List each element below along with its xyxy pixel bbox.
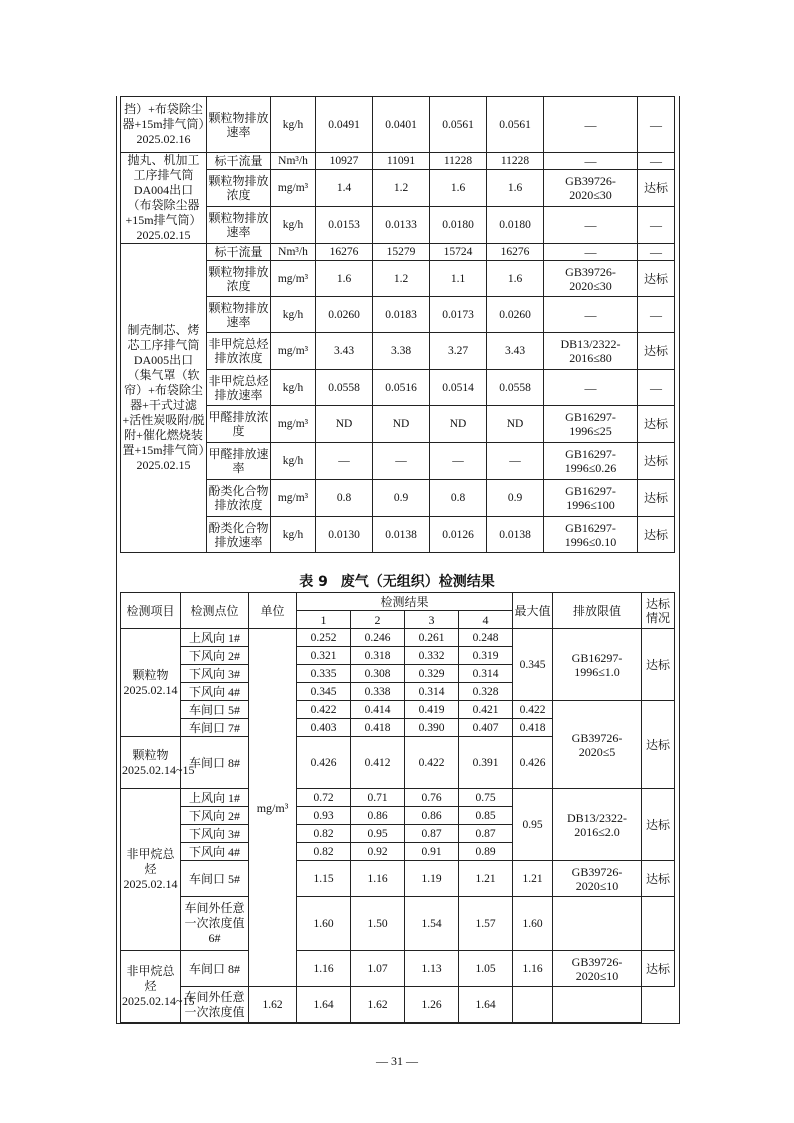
value-cell: 1.15 xyxy=(297,861,351,897)
point-cell: 车间口 8# xyxy=(181,951,249,987)
limit-cell: GB16297-1996≤0.10 xyxy=(544,517,638,553)
value-cell: 0.0260 xyxy=(316,297,373,333)
value-cell: 0.72 xyxy=(297,789,351,807)
limit-cell: GB16297-1996≤0.26 xyxy=(544,443,638,480)
page-number: — 31 — xyxy=(376,1054,418,1068)
value-cell: 0.403 xyxy=(297,719,351,737)
unit-cell: kg/h xyxy=(271,443,316,480)
limit-cell: GB39726-2020≤10 xyxy=(553,951,642,987)
limit-cell: — xyxy=(544,244,638,261)
unit-cell: mg/m³ xyxy=(271,261,316,297)
point-cell: 车间外任意一次浓度值 xyxy=(181,987,249,1023)
value-cell: 0.76 xyxy=(405,789,459,807)
value-cell: 0.92 xyxy=(351,843,405,861)
unit-cell: mg/m³ xyxy=(271,170,316,207)
value-cell: 0.0130 xyxy=(316,517,373,553)
result-cell: 达标 xyxy=(638,443,675,480)
value-cell: 16276 xyxy=(316,244,373,261)
value-cell: 0.0401 xyxy=(373,97,430,153)
value-cell: 0.0133 xyxy=(373,207,430,244)
value-cell: 0.86 xyxy=(405,807,459,825)
point-cell: 下风向 2# xyxy=(181,647,249,665)
max-cell: 0.418 xyxy=(513,719,553,737)
header-point: 检测点位 xyxy=(181,593,249,629)
point-cell: 车间口 5# xyxy=(181,861,249,897)
value-cell: 0.314 xyxy=(405,683,459,701)
value-cell: — xyxy=(430,443,487,480)
value-cell: 3.43 xyxy=(316,333,373,370)
item-cell: 颗粒物2025.02.14 xyxy=(121,629,181,737)
limit-cell: GB39726-2020≤30 xyxy=(544,261,638,297)
value-cell: 15279 xyxy=(373,244,430,261)
value-cell: 1.4 xyxy=(316,170,373,207)
limit-cell xyxy=(553,897,642,951)
result-cell: 达标 xyxy=(638,170,675,207)
result-cell: 达标 xyxy=(638,517,675,553)
result-cell: 达标 xyxy=(638,333,675,370)
unit-cell: kg/h xyxy=(271,370,316,406)
value-cell: 1.05 xyxy=(459,951,513,987)
point-cell: 下风向 2# xyxy=(181,807,249,825)
fugitive-emission-table xyxy=(120,592,675,1023)
unit-cell: mg/m³ xyxy=(271,406,316,443)
value-cell: 16276 xyxy=(487,244,544,261)
limit-cell: — xyxy=(544,207,638,244)
point-cell: 车间口 5# xyxy=(181,701,249,719)
limit-cell: GB39726-2020≤5 xyxy=(553,701,642,789)
value-cell: 0.318 xyxy=(351,647,405,665)
value-cell: ND xyxy=(373,406,430,443)
value-cell: 0.91 xyxy=(405,843,459,861)
item-cell: 颗粒物排放速率 xyxy=(207,97,271,153)
value-cell: 1.16 xyxy=(297,951,351,987)
result-cell: — xyxy=(638,153,675,170)
value-cell: 0.0491 xyxy=(316,97,373,153)
value-cell: 0.82 xyxy=(297,825,351,843)
value-cell: 1.54 xyxy=(405,897,459,951)
value-cell: 1.62 xyxy=(351,987,405,1023)
result-cell: 达标 xyxy=(638,261,675,297)
value-cell: 1.07 xyxy=(351,951,405,987)
value-cell: 1.2 xyxy=(373,170,430,207)
value-cell: 0.252 xyxy=(297,629,351,647)
point-cell: 下风向 4# xyxy=(181,683,249,701)
max-cell: 1.60 xyxy=(513,897,553,951)
limit-cell: DB13/2322-2016≤2.0 xyxy=(553,789,642,861)
limit-cell: — xyxy=(544,297,638,333)
point-cell: 下风向 4# xyxy=(181,843,249,861)
value-cell: 0.0126 xyxy=(430,517,487,553)
limit-cell: — xyxy=(544,370,638,406)
header-unit: 单位 xyxy=(249,593,297,629)
value-cell: 0.246 xyxy=(351,629,405,647)
value-cell: 3.38 xyxy=(373,333,430,370)
point-cell: 下风向 3# xyxy=(181,665,249,683)
unit-cell: kg/h xyxy=(271,97,316,153)
value-cell: 1.50 xyxy=(351,897,405,951)
value-cell: 0.321 xyxy=(297,647,351,665)
value-cell: 1.19 xyxy=(405,861,459,897)
value-cell: 0.0180 xyxy=(430,207,487,244)
result-cell: — xyxy=(638,207,675,244)
unit-cell: Nm³/h xyxy=(271,244,316,261)
max-cell: 1.16 xyxy=(513,951,553,987)
result-cell: 达标 xyxy=(642,861,675,897)
value-cell: 0.332 xyxy=(405,647,459,665)
value-cell: 3.43 xyxy=(487,333,544,370)
value-cell: 0.0516 xyxy=(373,370,430,406)
value-cell: 0.86 xyxy=(351,807,405,825)
result-cell: — xyxy=(638,244,675,261)
item-cell: 非甲烷总烃2025.02.14~15 xyxy=(121,951,181,1023)
value-cell: 0.422 xyxy=(405,737,459,789)
unit-cell: mg/m³ xyxy=(249,629,297,987)
limit-cell: — xyxy=(544,97,638,153)
header-result: 达标情况 xyxy=(642,593,675,629)
value-cell: 0.319 xyxy=(459,647,513,665)
location-cell: 制壳制芯、烤芯工序排气筒DA005出口（集气罩（软帘）+布袋除尘器+干式过滤+活性炭吸附/脱附+催化燃烧装置+15m排气筒）2025.02.15 xyxy=(121,244,207,553)
value-cell: 0.8 xyxy=(316,480,373,517)
unit-cell: Nm³/h xyxy=(271,153,316,170)
value-cell: 0.0183 xyxy=(373,297,430,333)
value-cell: 0.8 xyxy=(430,480,487,517)
value-cell: 0.335 xyxy=(297,665,351,683)
max-cell: 1.21 xyxy=(513,861,553,897)
value-cell: 0.93 xyxy=(297,807,351,825)
item-cell: 非甲烷总烃排放速率 xyxy=(207,370,271,406)
value-cell: 0.0558 xyxy=(487,370,544,406)
value-cell: 1.62 xyxy=(249,987,297,1023)
value-cell: 1.26 xyxy=(405,987,459,1023)
result-cell: 达标 xyxy=(638,406,675,443)
result-cell xyxy=(642,897,675,951)
value-cell: 1.2 xyxy=(373,261,430,297)
unit-cell: kg/h xyxy=(271,207,316,244)
value-cell: 0.421 xyxy=(459,701,513,719)
point-cell: 车间口 8# xyxy=(181,737,249,789)
max-cell: 0.426 xyxy=(513,737,553,789)
result-cell: — xyxy=(638,297,675,333)
value-cell: 10927 xyxy=(316,153,373,170)
unit-cell: mg/m³ xyxy=(271,480,316,517)
max-cell: 0.345 xyxy=(513,629,553,701)
value-cell: 1.21 xyxy=(459,861,513,897)
value-cell: 0.419 xyxy=(405,701,459,719)
value-cell: 11228 xyxy=(430,153,487,170)
value-cell: 0.0173 xyxy=(430,297,487,333)
value-cell: — xyxy=(373,443,430,480)
item-cell: 非甲烷总烃2025.02.14 xyxy=(121,789,181,951)
table-number: 表 9 xyxy=(299,574,328,590)
point-cell: 车间口 7# xyxy=(181,719,249,737)
header-max: 最大值 xyxy=(513,593,553,629)
value-cell: 0.426 xyxy=(297,737,351,789)
value-cell: 11091 xyxy=(373,153,430,170)
max-cell: 0.422 xyxy=(513,701,553,719)
item-cell: 颗粒物排放速率 xyxy=(207,297,271,333)
header-n2: 2 xyxy=(351,611,405,629)
point-cell: 下风向 3# xyxy=(181,825,249,843)
value-cell: 0.345 xyxy=(297,683,351,701)
value-cell: 0.0561 xyxy=(487,97,544,153)
value-cell: 0.308 xyxy=(351,665,405,683)
value-cell: 0.248 xyxy=(459,629,513,647)
value-cell: 0.407 xyxy=(459,719,513,737)
value-cell: 0.0153 xyxy=(316,207,373,244)
value-cell: 0.390 xyxy=(405,719,459,737)
item-cell: 颗粒物2025.02.14~15 xyxy=(121,737,181,789)
value-cell: 0.314 xyxy=(459,665,513,683)
value-cell: 1.6 xyxy=(487,261,544,297)
unit-cell: kg/h xyxy=(271,517,316,553)
value-cell: 0.391 xyxy=(459,737,513,789)
value-cell: 0.0260 xyxy=(487,297,544,333)
value-cell: 0.0561 xyxy=(430,97,487,153)
item-cell: 酚类化合物排放速率 xyxy=(207,517,271,553)
value-cell: 0.75 xyxy=(459,789,513,807)
value-cell: — xyxy=(487,443,544,480)
value-cell: 0.71 xyxy=(351,789,405,807)
value-cell: 0.418 xyxy=(351,719,405,737)
item-cell: 酚类化合物排放浓度 xyxy=(207,480,271,517)
header-n4: 4 xyxy=(459,611,513,629)
limit-cell: GB39726-2020≤10 xyxy=(553,861,642,897)
value-cell: 0.87 xyxy=(405,825,459,843)
result-cell: 达标 xyxy=(642,701,675,789)
value-cell: 0.0180 xyxy=(487,207,544,244)
value-cell: 0.414 xyxy=(351,701,405,719)
value-cell: 0.82 xyxy=(297,843,351,861)
result-cell: 达标 xyxy=(642,789,675,861)
value-cell: 11228 xyxy=(487,153,544,170)
item-cell: 标干流量 xyxy=(207,153,271,170)
header-limit: 排放限值 xyxy=(553,593,642,629)
value-cell: 0.87 xyxy=(459,825,513,843)
value-cell: ND xyxy=(316,406,373,443)
value-cell: 0.0138 xyxy=(487,517,544,553)
value-cell: 1.60 xyxy=(297,897,351,951)
value-cell: 1.64 xyxy=(297,987,351,1023)
item-cell: 颗粒物排放浓度 xyxy=(207,261,271,297)
value-cell: 0.95 xyxy=(351,825,405,843)
limit-cell: DB13/2322-2016≤80 xyxy=(544,333,638,370)
value-cell: 0.261 xyxy=(405,629,459,647)
value-cell: 1.57 xyxy=(459,897,513,951)
value-cell: 0.329 xyxy=(405,665,459,683)
result-cell: 达标 xyxy=(642,951,675,987)
value-cell: 3.27 xyxy=(430,333,487,370)
header-n1: 1 xyxy=(297,611,351,629)
value-cell: 1.13 xyxy=(405,951,459,987)
item-cell: 甲醛排放速率 xyxy=(207,443,271,480)
point-cell: 上风向 1# xyxy=(181,629,249,647)
point-cell: 车间外任意一次浓度值 6# xyxy=(181,897,249,951)
limit-cell: — xyxy=(544,153,638,170)
value-cell: 0.85 xyxy=(459,807,513,825)
result-cell: 达标 xyxy=(642,629,675,701)
header-item: 检测项目 xyxy=(121,593,181,629)
table-title: 废气（无组织）检测结果 xyxy=(340,574,495,590)
item-cell: 标干流量 xyxy=(207,244,271,261)
value-cell: 1.16 xyxy=(351,861,405,897)
limit-cell: GB16297-1996≤1.0 xyxy=(553,629,642,701)
value-cell: 0.89 xyxy=(459,843,513,861)
value-cell: 15724 xyxy=(430,244,487,261)
result-cell xyxy=(553,987,642,1023)
max-cell: 1.64 xyxy=(459,987,513,1023)
emission-table-continued xyxy=(120,96,675,553)
value-cell: 1.1 xyxy=(430,261,487,297)
location-cell: 抛丸、机加工工序排气筒DA004出口（布袋除尘器+15m排气筒）2025.02.15 xyxy=(121,153,207,244)
value-cell: 0.9 xyxy=(373,480,430,517)
item-cell: 颗粒物排放速率 xyxy=(207,207,271,244)
header-results: 检测结果 xyxy=(297,593,513,611)
unit-cell: kg/h xyxy=(271,297,316,333)
value-cell: ND xyxy=(430,406,487,443)
result-cell: — xyxy=(638,370,675,406)
point-cell: 上风向 1# xyxy=(181,789,249,807)
value-cell: 0.412 xyxy=(351,737,405,789)
unit-cell: mg/m³ xyxy=(271,333,316,370)
header-n3: 3 xyxy=(405,611,459,629)
value-cell: 0.328 xyxy=(459,683,513,701)
table-caption xyxy=(120,572,674,592)
result-cell: — xyxy=(638,97,675,153)
value-cell: 0.9 xyxy=(487,480,544,517)
value-cell: 0.422 xyxy=(297,701,351,719)
value-cell: 1.6 xyxy=(316,261,373,297)
max-cell: 0.95 xyxy=(513,789,553,861)
value-cell: 1.6 xyxy=(430,170,487,207)
item-cell: 非甲烷总烃排放浓度 xyxy=(207,333,271,370)
item-cell: 甲醛排放浓度 xyxy=(207,406,271,443)
limit-cell: GB39726-2020≤30 xyxy=(544,170,638,207)
value-cell: 1.6 xyxy=(487,170,544,207)
limit-cell: GB16297-1996≤100 xyxy=(544,480,638,517)
value-cell: 0.0514 xyxy=(430,370,487,406)
value-cell: ND xyxy=(487,406,544,443)
value-cell: 0.338 xyxy=(351,683,405,701)
limit-cell xyxy=(513,987,553,1023)
location-cell: 挡）+布袋除尘器+15m排气筒）2025.02.16 xyxy=(121,97,207,153)
value-cell: 0.0138 xyxy=(373,517,430,553)
result-cell: 达标 xyxy=(638,480,675,517)
value-cell: — xyxy=(316,443,373,480)
item-cell: 颗粒物排放浓度 xyxy=(207,170,271,207)
value-cell: 0.0558 xyxy=(316,370,373,406)
limit-cell: GB16297-1996≤25 xyxy=(544,406,638,443)
